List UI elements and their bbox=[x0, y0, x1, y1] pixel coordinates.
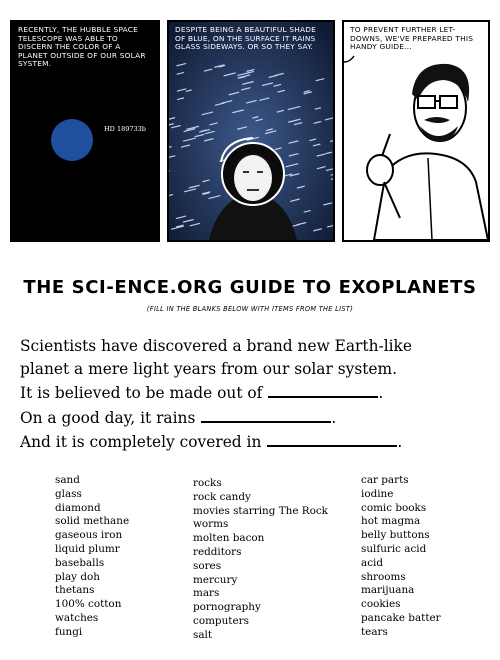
word-item: molten bacon bbox=[193, 532, 265, 545]
planet-illustration bbox=[51, 119, 93, 161]
word-item: iodine bbox=[361, 487, 394, 500]
paragraph-line-2: planet a mere light years from our solar system. bbox=[20, 359, 398, 378]
word-item: acid bbox=[361, 556, 383, 569]
word-item: thetans bbox=[55, 584, 95, 597]
narrator-illustration bbox=[344, 22, 488, 240]
word-item: sand bbox=[55, 474, 80, 486]
word-item: gaseous iron bbox=[55, 529, 123, 542]
comic-panel-3 bbox=[342, 20, 490, 242]
word-item: pornography bbox=[193, 601, 261, 614]
guide-subtitle: (FILL IN THE BLANKS BELOW WITH ITEMS FROM THE LIST) bbox=[146, 305, 354, 313]
word-item: redditors bbox=[193, 545, 242, 558]
word-item: glass bbox=[55, 487, 82, 500]
word-item: salt bbox=[193, 628, 213, 641]
word-item: pancake batter bbox=[361, 611, 441, 624]
blank-rains[interactable] bbox=[201, 405, 331, 423]
planet-label: HD 189733b bbox=[104, 125, 146, 133]
word-item: solid methane bbox=[55, 515, 130, 528]
word-item: movies starring The Rock bbox=[193, 504, 328, 517]
period: . bbox=[331, 408, 337, 427]
blank-made-of[interactable] bbox=[268, 380, 378, 398]
word-item: mars bbox=[193, 587, 220, 600]
paragraph-line-4-text: On a good day, it rains bbox=[20, 408, 196, 427]
paragraph-line-3 bbox=[20, 380, 490, 405]
word-item: rock candy bbox=[193, 490, 251, 503]
word-item: fungi bbox=[55, 625, 83, 638]
word-item: computers bbox=[193, 614, 249, 627]
word-list-column-2 bbox=[193, 477, 328, 643]
word-item: cookies bbox=[361, 598, 401, 611]
word-item: play doh bbox=[55, 570, 100, 583]
word-item: sulfuric acid bbox=[361, 542, 427, 555]
word-item: shrooms bbox=[361, 570, 406, 583]
comic-panel-2 bbox=[167, 20, 335, 242]
glass-rain-illustration bbox=[169, 22, 333, 240]
panel-3-caption: TO PREVENT FURTHER LET-DOWNS, WE'VE PREPARED THIS HANDY GUIDE... bbox=[350, 25, 474, 52]
word-item: sores bbox=[193, 559, 222, 572]
word-item: tears bbox=[361, 625, 388, 638]
word-item: worms bbox=[193, 518, 229, 531]
panel-1-caption: RECENTLY, THE HUBBLE SPACE TELESCOPE WAS ABLE TO DISCERN THE COLOR OF A PLANET OUTSIDE OF OUR SOLAR SYSTEM. bbox=[18, 25, 146, 69]
word-list-column-3 bbox=[361, 474, 441, 640]
word-item: diamond bbox=[55, 501, 101, 514]
word-item: belly buttons bbox=[361, 529, 430, 542]
fill-in-paragraph bbox=[20, 335, 490, 454]
paragraph-line-1: Scientists have discovered a brand new Earth-like bbox=[20, 337, 412, 355]
word-item: car parts bbox=[361, 474, 409, 486]
paragraph-line-3-text: It is believed to be made out of bbox=[20, 384, 263, 402]
word-item: rocks bbox=[193, 477, 222, 489]
paragraph-line-5-text: And it is completely covered in bbox=[20, 433, 262, 451]
word-item: baseballs bbox=[55, 556, 105, 569]
guide-title: THE SCI-ENCE.ORG GUIDE TO EXOPLANETS bbox=[23, 277, 477, 298]
word-item: liquid plumr bbox=[55, 542, 120, 555]
word-item: mercury bbox=[193, 573, 238, 586]
word-item: hot magma bbox=[361, 515, 421, 528]
period: . bbox=[378, 384, 384, 402]
comic-panel-1 bbox=[10, 20, 160, 242]
word-item: watches bbox=[55, 611, 99, 624]
blank-covered-in[interactable] bbox=[267, 429, 397, 447]
word-list-column-1 bbox=[55, 474, 129, 640]
word-item: comic books bbox=[361, 501, 427, 514]
panel-2-caption: DESPITE BEING A BEAUTIFUL SHADE OF BLUE, ON THE SURFACE IT RAINS GLASS SIDEWAYS. OR SO THEY SAY. bbox=[175, 25, 317, 52]
paragraph-line-5 bbox=[20, 429, 490, 454]
period: . bbox=[397, 433, 403, 451]
word-item: marijuana bbox=[361, 584, 415, 597]
paragraph-line-4 bbox=[20, 405, 490, 430]
word-item: 100% cotton bbox=[55, 598, 122, 611]
